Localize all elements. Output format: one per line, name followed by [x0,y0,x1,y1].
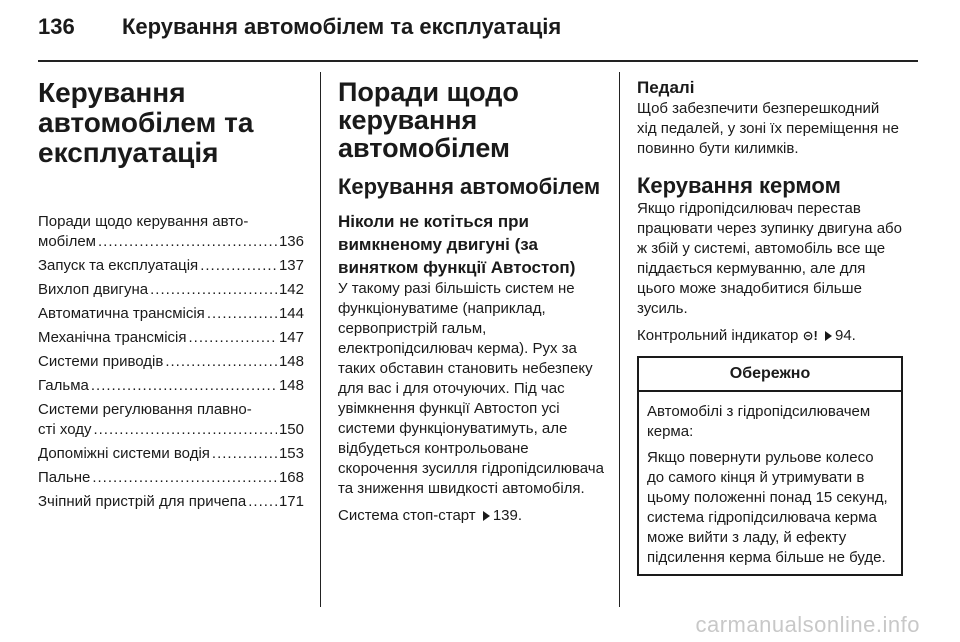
running-title: Керування автомобілем та експлуатація [122,14,562,39]
toc-page: 150 [278,421,304,438]
toc-page: 171 [278,493,304,510]
reference-arrow-icon [483,511,490,521]
subsection-title: Керування автомобілем [338,174,601,199]
steering-paragraph: Якщо гідропідсилювач перестав працювати через зупинку двигуна або ж збій у системі, автомобіль все ще піддається кермуванню, але для цього може знадобитися більше зусиль. [637,200,902,317]
toc-label-line1: Системи регулювання плавно- [38,401,252,418]
table-of-contents [38,212,304,512]
toc-entry[interactable] [38,492,304,512]
caution-paragraph: Якщо повернути рульове колесо до самого кінця й утримувати в цьому положенні понад 15 секунд, система гідропідсилювача керма може вийти з ладу, й ефекту підсилення керма більше не буде. [647,449,888,566]
toc-page: 147 [278,329,304,346]
toc-leader [150,280,277,300]
toc-leader [207,304,277,324]
toc-entry[interactable] [38,400,304,440]
toc-leader [200,256,277,276]
indicator-page: 94. [834,327,856,344]
toc-entry[interactable] [38,444,304,464]
toc-page: 137 [278,257,304,274]
toc-leader [248,492,277,512]
caution-paragraph: Автомобілі з гідропідсилювачем керма: [647,403,871,440]
toc-page: 168 [278,469,304,486]
page-number: 136 [38,14,75,39]
column-divider [320,72,321,607]
toc-page: 148 [278,353,304,370]
toc-leader [92,468,277,488]
toc-label: Автоматична трансмісія [38,305,205,322]
caution-box [637,356,903,576]
toc-label: мобілем [38,233,96,250]
chapter-title: Керування автомобілем та експлуатація [38,77,254,168]
power-steering-warning-icon: ⊝! [802,328,818,343]
body-paragraph: У такому разі більшість систем не функціонуватиме (наприклад, сервопристрій гальм, електропідсилювач керма). Рух за таких обставин становить небезпеку для вас і для оточуючих. Під час увімкнення функції Автостоп усі системи функціонуватимуть, але відбудеться контрольоване скорочення зусилля гідропідсилювача та зниження швидкості автомобіля. [338,280,604,497]
caution-body [639,392,901,574]
pedals-heading: Педалі [637,78,695,97]
toc-entry[interactable] [38,468,304,488]
column-divider [619,72,620,607]
toc-entry[interactable] [38,256,304,276]
indicator-text: Контрольний індикатор [637,327,799,344]
toc-entry[interactable] [38,352,304,372]
toc-label: Запуск та експлуатація [38,257,199,274]
toc-leader [93,420,277,440]
toc-leader [98,232,277,252]
toc-entry[interactable] [38,304,304,324]
toc-label: Вихлоп двигуна [38,281,149,298]
toc-page: 148 [278,377,304,394]
header-rule [38,60,918,62]
toc-label: Пальне [38,469,91,486]
caution-title: Обережно [639,358,901,392]
toc-page: 153 [278,445,304,462]
reference-arrow-icon [825,331,832,341]
watermark: carmanualsonline.info [695,612,920,637]
toc-leader [165,352,277,372]
reference-text: Система стоп-старт [338,507,476,524]
toc-label: сті ходу [38,421,92,438]
topic-heading: Ніколи не котіться при вимкненому двигуні (за винятком функції Автостоп) [338,212,576,277]
toc-label: Допоміжні системи водія [38,445,210,462]
toc-entry[interactable] [38,376,304,396]
toc-leader [91,376,277,396]
toc-page: 144 [278,305,304,322]
toc-entry[interactable] [38,212,304,252]
toc-entry[interactable] [38,280,304,300]
toc-page: 136 [278,233,304,250]
toc-label: Гальма [38,377,89,394]
driving-tips-column [338,72,604,526]
pedals-steering-column [637,72,903,576]
toc-leader [189,328,277,348]
reference-page: 139. [492,507,523,524]
toc-label: Механічна трансмісія [38,329,187,346]
toc-entry[interactable] [38,328,304,348]
pedals-paragraph: Щоб забезпечити безперешкодний хід педалей, у зоні їх переміщення не повинно бути килимків. [637,100,899,157]
toc-label: Системи приводів [38,353,164,370]
steering-heading: Керування кермом [637,173,841,198]
page-header [38,14,918,54]
cross-reference[interactable] [338,506,604,526]
toc-label: Зчіпний пристрій для причепа [38,493,247,510]
toc-page: 142 [278,281,304,298]
section-title: Поради щодо керування автомобілем [338,77,519,163]
toc-leader [212,444,277,464]
chapter-contents-column [38,72,304,512]
indicator-reference[interactable] [637,326,903,346]
toc-label-line1: Поради щодо керування авто- [38,213,249,230]
